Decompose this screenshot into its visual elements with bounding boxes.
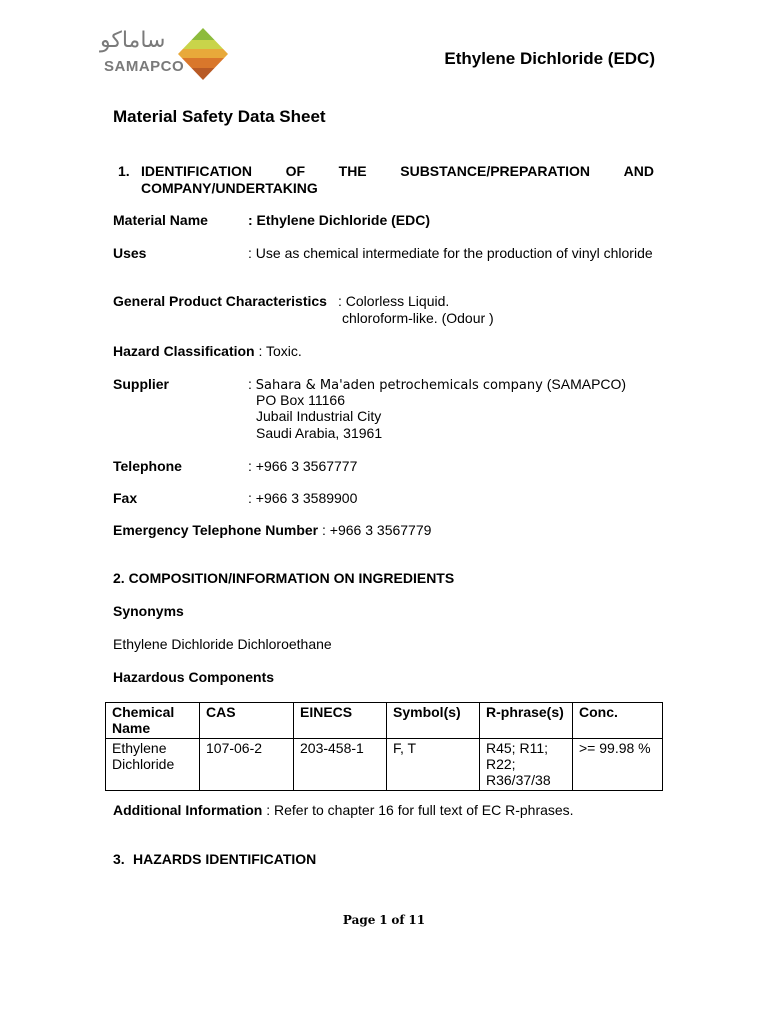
supplier-abbrev: (SAMAPCO) [542,376,627,392]
sheet-title: Material Safety Data Sheet [113,107,326,126]
page-footer [0,913,768,927]
emergency-value: : +966 3 3567779 [318,522,432,538]
section1-number: 1. [118,163,130,179]
logo-arabic-text: ساماكو [100,28,166,53]
column-header: Conc. [573,703,663,739]
hazard-classification [113,343,302,359]
document-title: Ethylene Dichloride (EDC) [444,49,655,68]
table-cell: 107-06-2 [200,739,294,791]
samapco-logo [100,28,230,88]
section2-heading: 2. COMPOSITION/INFORMATION ON INGREDIENTS [113,570,455,586]
table-cell: >= 99.98 % [573,739,663,791]
logo-text: SAMAPCO [104,58,185,75]
hazard-label: Hazard Classification [113,343,255,359]
hazard-value: : Toxic. [254,343,302,359]
additional-value: : Refer to chapter 16 for full text of EC R-phrases. [262,802,574,818]
table-cell: 203-458-1 [294,739,387,791]
heading-word: AND [623,163,654,179]
heading-word: SUBSTANCE/PREPARATION [400,163,591,179]
fax-value: : +966 3 3589900 [248,490,358,506]
gpc-value-2: chloroform-like. (Odour ) [342,310,494,326]
section1-heading-line2: COMPANY/UNDERTAKING [141,180,318,196]
emergency-label: Emergency Telephone Number [113,522,319,538]
section1-heading-line1 [141,163,654,179]
supplier-label: Supplier [113,376,170,392]
logo-diamond-icon [178,28,228,80]
additional-label: Additional Information [113,802,263,818]
fax-label: Fax [113,490,138,506]
table-row [106,739,663,791]
supplier-line2: PO Box 11166 [256,392,345,408]
gpc-value-1: : Colorless Liquid. [338,293,450,309]
material-name-label: Material Name [113,212,208,228]
heading-word: THE [338,163,367,179]
section3-heading: HAZARDS IDENTIFICATION [133,851,317,867]
emergency-telephone [113,522,431,538]
gpc-label: General Product Characteristics [113,293,327,309]
supplier-line1 [248,376,626,393]
table-cell: F, T [387,739,480,791]
page-total: 11 [408,913,426,927]
table-cell: R45; R11; R22; R36/37/38 [480,739,573,791]
telephone-value: : +966 3 3567777 [248,458,358,474]
column-header: Chemical Name [106,703,200,739]
synonyms-label: Synonyms [113,603,184,619]
column-header: CAS [200,703,294,739]
column-header: R-phrase(s) [480,703,573,739]
hazardous-components-label: Hazardous Components [113,669,275,685]
section3-number: 3. [113,851,125,867]
heading-word: OF [285,163,306,179]
supplier-company: Sahara & Ma'aden petrochemicals company [255,378,543,393]
supplier-line3: Jubail Industrial City [256,408,382,424]
uses-value: : Use as chemical intermediate for the production of vinyl chloride [248,245,653,261]
telephone-label: Telephone [113,458,182,474]
synonyms-value: Ethylene Dichloride Dichloroethane [113,636,332,652]
column-header: Symbol(s) [387,703,480,739]
page-of-word: of [391,913,405,927]
supplier-line4: Saudi Arabia, 31961 [256,425,383,441]
hazardous-components-table [105,702,663,791]
page-current: 1 [379,913,388,927]
column-header: EINECS [294,703,387,739]
heading-word: IDENTIFICATION [141,163,252,179]
uses-label: Uses [113,245,147,261]
material-name-value: : Ethylene Dichloride (EDC) [248,212,431,228]
page-word: Page [342,913,376,927]
table-header-row [106,703,663,739]
additional-information [113,802,574,818]
supplier-colon: : [248,376,256,392]
table-cell: Ethylene Dichloride [106,739,200,791]
